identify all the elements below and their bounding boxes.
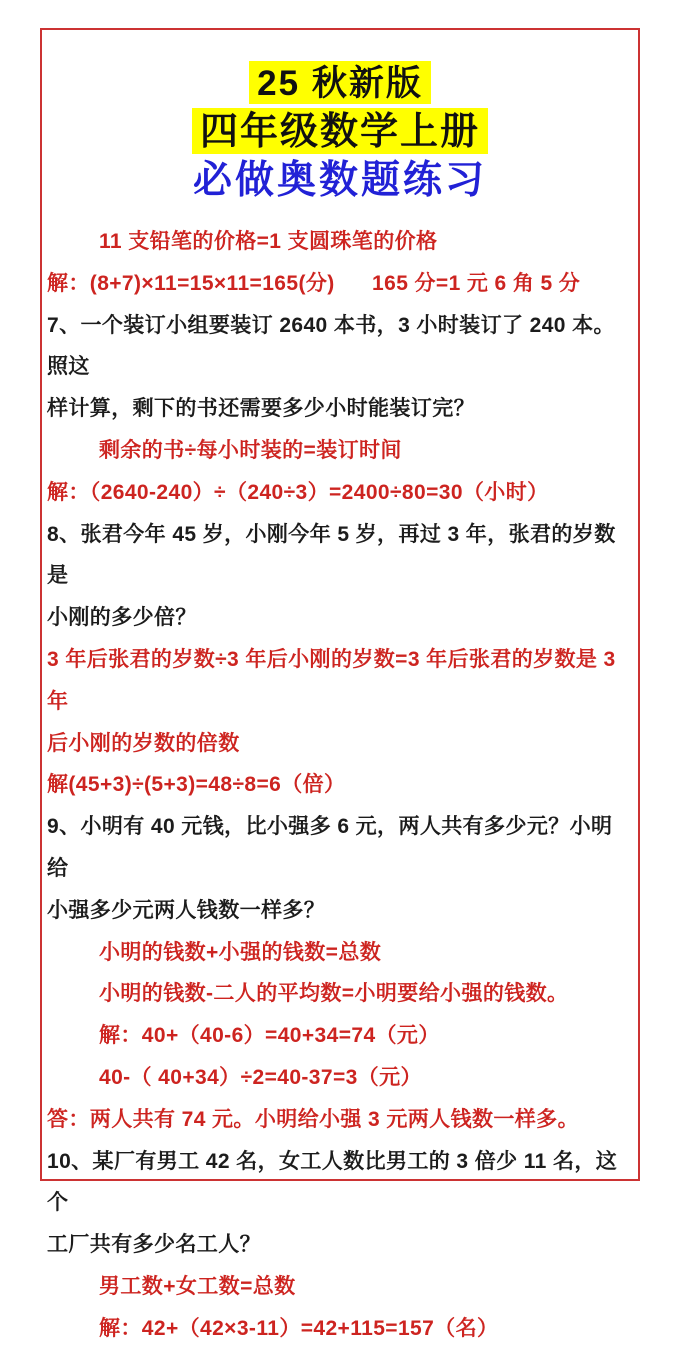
text-line: 8、张君今年 45 岁，小刚今年 5 岁，再过 3 年，张君的岁数是 xyxy=(47,522,616,588)
text-line: 工厂共有多少名工人？ xyxy=(47,1233,261,1257)
title-line-1 xyxy=(42,60,638,108)
text-line: 9、小明有 40 元钱，比小强多 6 元，两人共有多少元？小明给 xyxy=(47,815,613,880)
title-line-2-highlight: 四年级数学上册 xyxy=(192,108,488,154)
text-line: 小刚的多少倍？ xyxy=(47,606,197,630)
text-line: 小明的钱数+小强的钱数=总数 xyxy=(99,940,382,964)
title-line-1-highlight: 25 秋新版 xyxy=(249,61,431,104)
text-line: 11 支铅笔的价格=1 支圆珠笔的价格 xyxy=(99,230,438,253)
text-line: 小强多少元两人钱数一样多？ xyxy=(47,898,326,922)
text-line: 男工数+女工数=总数 xyxy=(99,1274,296,1298)
text-line: 7、一个装订小组要装订 2640 本书，3 小时装订了 240 本。照这 xyxy=(47,313,615,379)
text-line: 小明的钱数-二人的平均数=小明要给小强的钱数。 xyxy=(99,982,569,1006)
worksheet-header xyxy=(42,60,638,206)
title-line-2 xyxy=(42,108,638,156)
worksheet-page xyxy=(40,28,640,1340)
text-line: 答：两人共有 74 元。小明给小强 3 元两人钱数一样多。 xyxy=(47,1107,579,1131)
text-line: 解(45+3)÷(5+3)=48÷8=6（倍） xyxy=(47,773,346,797)
text-line: 样计算，剩下的书还需要多少小时能装订完？ xyxy=(47,397,475,421)
text-line: 10、某厂有男工 42 名，女工人数比男工的 3 倍少 11 名，这个 xyxy=(47,1149,618,1215)
text-line: 解：(8+7)×11=15×11=165(分) 165 分=1 元 6 角 5 分 xyxy=(47,271,581,295)
text-line: 解：40+（40-6）=40+34=74（元） xyxy=(99,1024,440,1048)
text-line: 解：42+（42×3-11）=42+115=157（名） xyxy=(99,1316,499,1340)
title-line-3: 必做奥数题练习 xyxy=(192,159,487,202)
text-line: 后小刚的岁数的倍数 xyxy=(47,731,240,755)
content-lines xyxy=(42,221,638,1350)
text-line: 解：（2640-240）÷（240÷3）=2400÷80=30（小时） xyxy=(47,480,549,504)
text-line: 3 年后张君的岁数÷3 年后小刚的岁数=3 年后张君的岁数是 3 年 xyxy=(47,647,622,713)
text-line: 40-（ 40+34）÷2=40-37=3（元） xyxy=(99,1065,422,1089)
text-line: 剩余的书÷每小时装的=装订时间 xyxy=(99,438,402,462)
